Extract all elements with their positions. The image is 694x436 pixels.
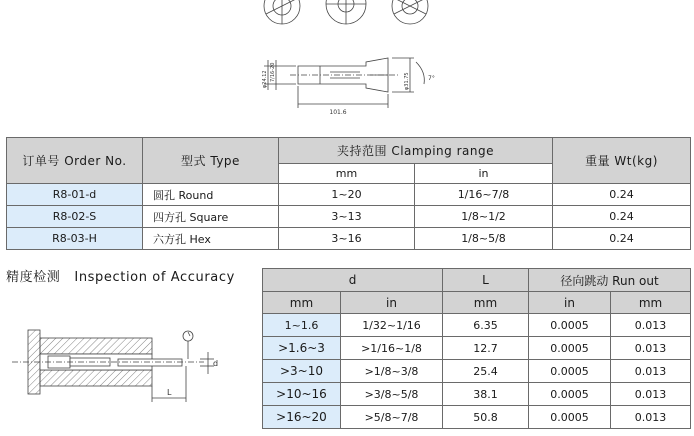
col-clamping-range: 夹持范围 Clamping range — [279, 138, 553, 164]
inspection-d-label: d — [213, 359, 219, 368]
runout-in-cell: 0.0005 — [529, 406, 611, 429]
inspection-drawing — [8, 322, 228, 414]
clamping-in-cell: 1/8~1/2 — [415, 206, 553, 228]
d-in-cell: 1/32~1/16 — [341, 314, 443, 337]
l-cell: 25.4 — [443, 360, 529, 383]
clamping-mm-cell: 3~13 — [279, 206, 415, 228]
accuracy-table — [262, 268, 691, 429]
col-d-mm: mm — [263, 292, 341, 314]
type-cell: 四方孔 Square — [143, 206, 279, 228]
d-in-cell: >5/8~7/8 — [341, 406, 443, 429]
runout-mm-cell: 0.013 — [611, 406, 691, 429]
order-table — [6, 137, 691, 250]
runout-mm-cell: 0.013 — [611, 337, 691, 360]
col-clamping-in: in — [415, 164, 553, 184]
order-no-cell: R8-01-d — [7, 184, 143, 206]
l-cell: 38.1 — [443, 383, 529, 406]
dim-diameter-left-label: φ24.12 — [262, 70, 268, 88]
d-mm-cell: 1~1.6 — [263, 314, 341, 337]
d-in-cell: >1/8~3/8 — [341, 360, 443, 383]
col-runout-in: in — [529, 292, 611, 314]
d-mm-cell: >16~20 — [263, 406, 341, 429]
type-cell: 六方孔 Hex — [143, 228, 279, 250]
clamping-mm-cell: 1~20 — [279, 184, 415, 206]
col-weight: 重量 Wt(kg) — [553, 138, 691, 184]
col-l-mm: mm — [443, 292, 529, 314]
col-runout-mm: mm — [611, 292, 691, 314]
table-row — [7, 206, 691, 228]
runout-in-cell: 0.0005 — [529, 314, 611, 337]
clamping-mm-cell: 3~16 — [279, 228, 415, 250]
d-mm-cell: >10~16 — [263, 383, 341, 406]
weight-cell: 0.24 — [553, 184, 691, 206]
col-runout: 径向跳动 Run out — [529, 269, 691, 292]
weight-cell: 0.24 — [553, 228, 691, 250]
dim-diameter-right-label: φ31.75 — [404, 72, 410, 90]
l-cell: 12.7 — [443, 337, 529, 360]
table-row — [263, 406, 691, 429]
order-no-cell: R8-02-S — [7, 206, 143, 228]
runout-mm-cell: 0.013 — [611, 383, 691, 406]
table-row — [7, 228, 691, 250]
col-d-in: in — [341, 292, 443, 314]
table-row — [263, 337, 691, 360]
table-row — [263, 360, 691, 383]
dim-thread-label: 7/16-20 — [270, 62, 276, 82]
l-cell: 50.8 — [443, 406, 529, 429]
table-row — [263, 383, 691, 406]
type-cell: 圆孔 Round — [143, 184, 279, 206]
table-row — [7, 184, 691, 206]
col-clamping-mm: mm — [279, 164, 415, 184]
dim-length-label: 101.6 — [329, 109, 347, 116]
collet-technical-drawing — [220, 0, 460, 118]
accuracy-title-cn: 精度检测 — [6, 270, 61, 285]
col-order-no: 订单号 Order No. — [7, 138, 143, 184]
l-cell: 6.35 — [443, 314, 529, 337]
runout-in-cell: 0.0005 — [529, 360, 611, 383]
accuracy-title-en: Inspection of Accuracy — [74, 270, 235, 285]
table-row — [263, 314, 691, 337]
runout-in-cell: 0.0005 — [529, 337, 611, 360]
d-in-cell: >3/8~5/8 — [341, 383, 443, 406]
clamping-in-cell: 1/16~7/8 — [415, 184, 553, 206]
d-mm-cell: >3~10 — [263, 360, 341, 383]
order-no-cell: R8-03-H — [7, 228, 143, 250]
col-d: d — [263, 269, 443, 292]
d-mm-cell: >1.6~3 — [263, 337, 341, 360]
test-pin — [118, 359, 182, 366]
clamping-in-cell: 1/8~5/8 — [415, 228, 553, 250]
d-in-cell: >1/16~1/8 — [341, 337, 443, 360]
col-l: L — [443, 269, 529, 292]
runout-mm-cell: 0.013 — [611, 360, 691, 383]
weight-cell: 0.24 — [553, 206, 691, 228]
inspection-l-label: L — [167, 388, 172, 397]
col-type: 型式 Type — [143, 138, 279, 184]
accuracy-section-title — [6, 266, 235, 285]
dim-angle-label: 7° — [428, 75, 435, 82]
runout-in-cell: 0.0005 — [529, 383, 611, 406]
runout-mm-cell: 0.013 — [611, 314, 691, 337]
